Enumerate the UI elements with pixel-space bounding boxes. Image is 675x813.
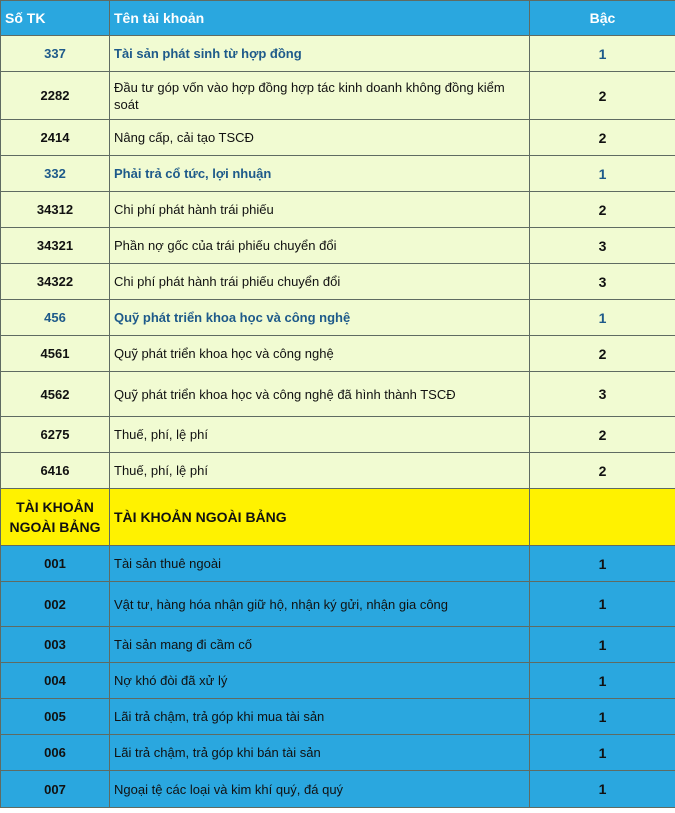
account-code: 337 bbox=[1, 36, 110, 72]
account-level: 2 bbox=[530, 417, 675, 453]
account-name: Tài sản mang đi cầm cố bbox=[110, 627, 530, 663]
table-row bbox=[1, 546, 675, 582]
account-name: Quỹ phát triển khoa học và công nghệ bbox=[110, 336, 530, 372]
table-row bbox=[1, 663, 675, 699]
table-row bbox=[1, 192, 675, 228]
account-name: Nợ khó đòi đã xử lý bbox=[110, 663, 530, 699]
account-level: 1 bbox=[530, 663, 675, 699]
section-code: TÀI KHOẢN NGOÀI BẢNG bbox=[1, 489, 110, 546]
account-name: Quỹ phát triển khoa học và công nghệ bbox=[110, 300, 530, 336]
account-code: 4562 bbox=[1, 372, 110, 417]
account-code: 006 bbox=[1, 735, 110, 771]
account-code: 002 bbox=[1, 582, 110, 627]
account-code: 34321 bbox=[1, 228, 110, 264]
table-row bbox=[1, 72, 675, 120]
account-name: Lãi trả chậm, trả góp khi bán tài sản bbox=[110, 735, 530, 771]
table-row bbox=[1, 582, 675, 627]
column-header-level: Bậc bbox=[530, 1, 675, 36]
table-row bbox=[1, 735, 675, 771]
account-level: 1 bbox=[530, 300, 675, 336]
table-row bbox=[1, 372, 675, 417]
table-row bbox=[1, 771, 675, 808]
account-name: Quỹ phát triển khoa học và công nghệ đã hình thành TSCĐ bbox=[110, 372, 530, 417]
account-code: 34322 bbox=[1, 264, 110, 300]
column-header-code: Số TK bbox=[1, 1, 110, 36]
account-name: Tài sản thuê ngoài bbox=[110, 546, 530, 582]
table-row bbox=[1, 300, 675, 336]
account-name: Phải trả cổ tức, lợi nhuận bbox=[110, 156, 530, 192]
table-row bbox=[1, 228, 675, 264]
account-name: Đầu tư góp vốn vào hợp đồng hợp tác kinh doanh không đồng kiểm soát bbox=[110, 72, 530, 120]
table-row bbox=[1, 627, 675, 663]
account-level: 1 bbox=[530, 699, 675, 735]
account-code: 001 bbox=[1, 546, 110, 582]
account-code: 332 bbox=[1, 156, 110, 192]
account-code: 456 bbox=[1, 300, 110, 336]
account-level: 1 bbox=[530, 627, 675, 663]
account-name: Ngoại tệ các loại và kim khí quý, đá quý bbox=[110, 771, 530, 808]
account-level: 3 bbox=[530, 372, 675, 417]
account-code: 2414 bbox=[1, 120, 110, 156]
account-name: Vật tư, hàng hóa nhận giữ hộ, nhận ký gửi, nhận gia công bbox=[110, 582, 530, 627]
account-level: 1 bbox=[530, 156, 675, 192]
section-title: TÀI KHOẢN NGOÀI BẢNG bbox=[110, 489, 530, 546]
account-code: 2282 bbox=[1, 72, 110, 120]
account-level: 1 bbox=[530, 582, 675, 627]
account-name: Lãi trả chậm, trả góp khi mua tài sản bbox=[110, 699, 530, 735]
table-row bbox=[1, 264, 675, 300]
account-code: 4561 bbox=[1, 336, 110, 372]
account-name: Chi phí phát hành trái phiếu bbox=[110, 192, 530, 228]
account-level: 1 bbox=[530, 771, 675, 808]
account-code: 005 bbox=[1, 699, 110, 735]
account-level: 2 bbox=[530, 192, 675, 228]
table-row bbox=[1, 453, 675, 489]
account-level: 2 bbox=[530, 72, 675, 120]
account-level: 1 bbox=[530, 735, 675, 771]
column-header-name: Tên tài khoản bbox=[110, 1, 530, 36]
account-level: 2 bbox=[530, 120, 675, 156]
account-level: 2 bbox=[530, 336, 675, 372]
section-level bbox=[530, 489, 675, 546]
table-row bbox=[1, 36, 675, 72]
account-name: Tài sản phát sinh từ hợp đồng bbox=[110, 36, 530, 72]
account-level: 3 bbox=[530, 228, 675, 264]
table-row bbox=[1, 336, 675, 372]
account-level: 2 bbox=[530, 453, 675, 489]
account-level: 1 bbox=[530, 36, 675, 72]
account-code: 6416 bbox=[1, 453, 110, 489]
table-row bbox=[1, 417, 675, 453]
account-name: Thuế, phí, lệ phí bbox=[110, 417, 530, 453]
account-code: 003 bbox=[1, 627, 110, 663]
account-code: 007 bbox=[1, 771, 110, 808]
table-row bbox=[1, 156, 675, 192]
account-level: 1 bbox=[530, 546, 675, 582]
table-row bbox=[1, 120, 675, 156]
account-level: 3 bbox=[530, 264, 675, 300]
account-name: Chi phí phát hành trái phiếu chuyển đổi bbox=[110, 264, 530, 300]
account-code: 34312 bbox=[1, 192, 110, 228]
account-name: Phần nợ gốc của trái phiếu chuyển đổi bbox=[110, 228, 530, 264]
section-header-row bbox=[1, 489, 675, 546]
table-header-row bbox=[1, 1, 675, 36]
account-name: Thuế, phí, lệ phí bbox=[110, 453, 530, 489]
account-code: 6275 bbox=[1, 417, 110, 453]
table-row bbox=[1, 699, 675, 735]
account-name: Nâng cấp, cải tạo TSCĐ bbox=[110, 120, 530, 156]
account-code: 004 bbox=[1, 663, 110, 699]
